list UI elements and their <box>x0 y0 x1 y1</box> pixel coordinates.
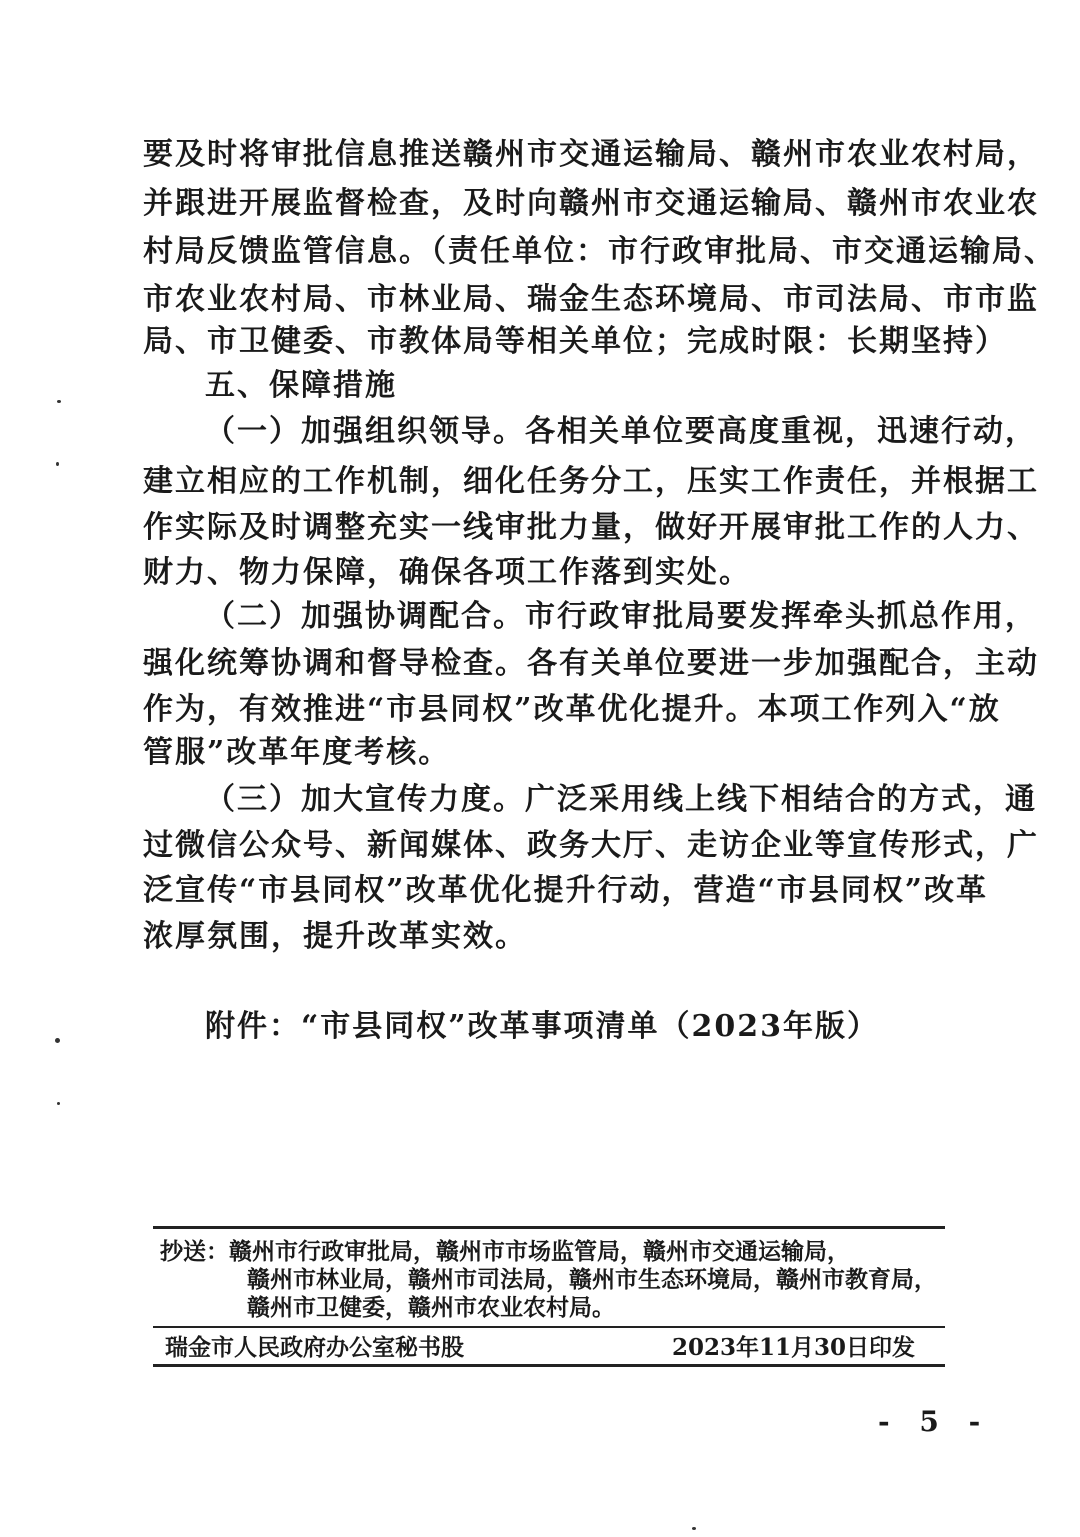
item2-line: 作为，有效推进“市县同权”改革优化提升。本项工作列入“放 <box>143 692 1001 727</box>
item1-line: 财力、物力保障，确保各项工作落到实处。 <box>143 555 751 590</box>
cc-line: 赣州市林业局，赣州市司法局，赣州市生态环境局，赣州市教育局， <box>247 1266 937 1293</box>
scan-speck <box>692 1527 696 1530</box>
body-line: 局、市卫健委、市教体局等相关单位；完成时限：长期坚持） <box>143 324 1007 359</box>
issuer-name: 瑞金市人民政府办公室秘书股 <box>165 1334 464 1361</box>
body-line: 村局反馈监管信息。（责任单位：市行政审批局、市交通运输局、 <box>143 234 1056 269</box>
body-line: 市农业农村局、市林业局、瑞金生态环境局、市司法局、市市监 <box>143 282 1039 317</box>
scan-speck <box>56 462 59 466</box>
item1-line: （一）加强组织领导。各相关单位要高度重视，迅速行动， <box>205 414 1037 449</box>
item3-line: 泛宣传“市县同权”改革优化提升行动，营造“市县同权”改革 <box>143 873 989 908</box>
body-line: 要及时将审批信息推送赣州市交通运输局、赣州市农业农村局， <box>143 137 1039 172</box>
item3-line: （三）加大宣传力度。广泛采用线上线下相结合的方式，通 <box>205 782 1037 817</box>
scan-speck <box>55 1038 60 1043</box>
footer-bottom-rule <box>153 1364 945 1367</box>
page-number: - 5 - <box>878 1405 991 1438</box>
item2-line: （二）加强协调配合。市行政审批局要发挥牵头抓总作用， <box>205 599 1037 634</box>
cc-line: 抄送：赣州市行政审批局，赣州市市场监管局，赣州市交通运输局， <box>160 1238 850 1265</box>
footer-top-rule <box>153 1226 945 1229</box>
footer-middle-rule <box>153 1326 945 1328</box>
cc-line: 赣州市卫健委，赣州市农业农村局。 <box>247 1294 615 1321</box>
issue-date: 2023年11月30日印发 <box>672 1334 916 1361</box>
item2-line: 强化统筹协调和督导检查。各有关单位要进一步加强配合，主动 <box>143 646 1039 681</box>
item1-line: 作实际及时调整充实一线审批力量，做好开展审批工作的人力、 <box>143 510 1039 545</box>
section-heading: 五、保障措施 <box>205 368 397 403</box>
item3-line: 浓厚氛围，提升改革实效。 <box>143 919 527 954</box>
item3-line: 过微信公众号、新闻媒体、政务大厅、走访企业等宣传形式，广 <box>143 828 1039 863</box>
body-line: 并跟进开展监督检查，及时向赣州市交通运输局、赣州市农业农 <box>143 186 1039 221</box>
scan-speck <box>57 400 61 403</box>
scan-speck <box>57 1102 60 1105</box>
attachment-note: 附件：“市县同权”改革事项清单（2023年版） <box>205 1009 880 1044</box>
item2-line: 管服”改革年度考核。 <box>143 735 451 770</box>
item1-line: 建立相应的工作机制，细化任务分工，压实工作责任，并根据工 <box>143 464 1039 499</box>
